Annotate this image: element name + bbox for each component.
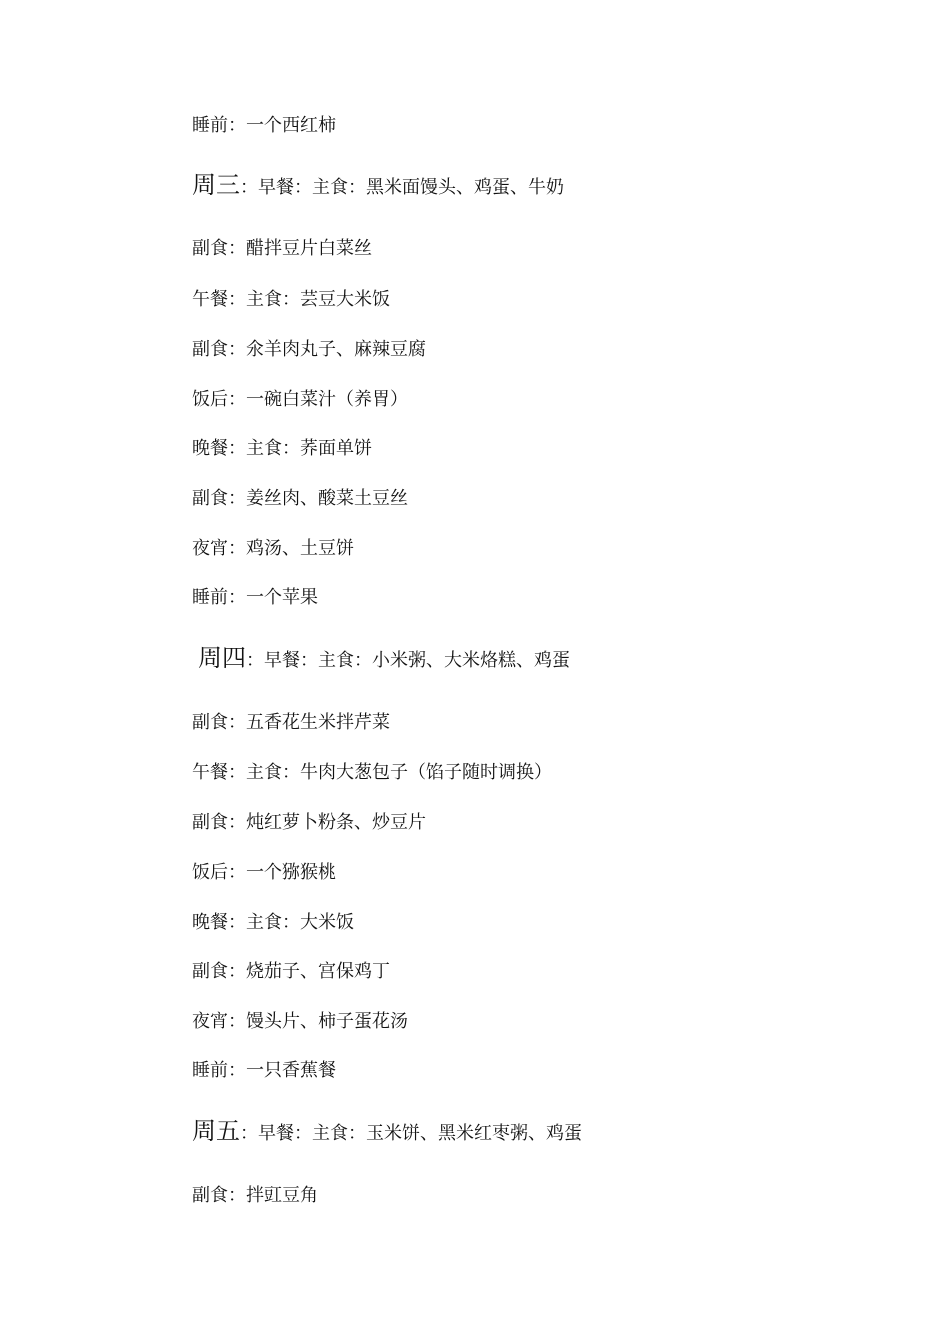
line-thu-breakfast-side: 副食：五香花生米拌芹菜	[192, 712, 390, 733]
line-thu-lunch-side: 副食：炖红萝卜粉条、炒豆片	[192, 812, 426, 833]
line-wednesday-breakfast: 周三：早餐：主食：黑米面馒头、鸡蛋、牛奶	[192, 171, 564, 199]
line-thu-dinner-side: 副食：烧茄子、宫保鸡丁	[192, 961, 390, 982]
line-thu-late-snack: 夜宵：馒头片、柿子蛋花汤	[192, 1011, 408, 1032]
line-wed-after-meal: 饭后：一碗白菜汁（养胃）	[192, 389, 408, 410]
line-wed-lunch-side: 副食：氽羊肉丸子、麻辣豆腐	[192, 339, 426, 360]
line-wed-lunch-main: 午餐：主食：芸豆大米饭	[192, 289, 390, 310]
line-thu-bedtime: 睡前：一只香蕉餐	[192, 1060, 336, 1081]
line-thu-dinner-main: 晚餐：主食：大米饭	[192, 912, 354, 933]
line-bedtime-wed-eve: 睡前：一个西红柿	[192, 115, 336, 136]
day-label-wednesday: 周三	[192, 171, 240, 199]
day-label-thursday: 周四	[198, 644, 246, 672]
line-wed-breakfast-side: 副食：醋拌豆片白菜丝	[192, 238, 372, 259]
line-fri-breakfast-side: 副食：拌豇豆角	[192, 1185, 318, 1206]
day-label-friday: 周五	[192, 1117, 240, 1145]
line-wed-bedtime: 睡前：一个苹果	[192, 587, 318, 608]
line-thu-lunch-main: 午餐：主食：牛肉大葱包子（馅子随时调换）	[192, 762, 552, 783]
line-wed-dinner-main: 晚餐：主食：荞面单饼	[192, 438, 372, 459]
line-friday-breakfast: 周五：早餐：主食：玉米饼、黑米红枣粥、鸡蛋	[192, 1117, 582, 1145]
line-wed-late-snack: 夜宵：鸡汤、土豆饼	[192, 538, 354, 559]
line-wed-dinner-side: 副食：姜丝肉、酸菜土豆丝	[192, 488, 408, 509]
line-thursday-breakfast: 周四：早餐：主食：小米粥、大米烙糕、鸡蛋	[198, 644, 570, 672]
line-thu-after-meal: 饭后：一个猕猴桃	[192, 862, 336, 883]
